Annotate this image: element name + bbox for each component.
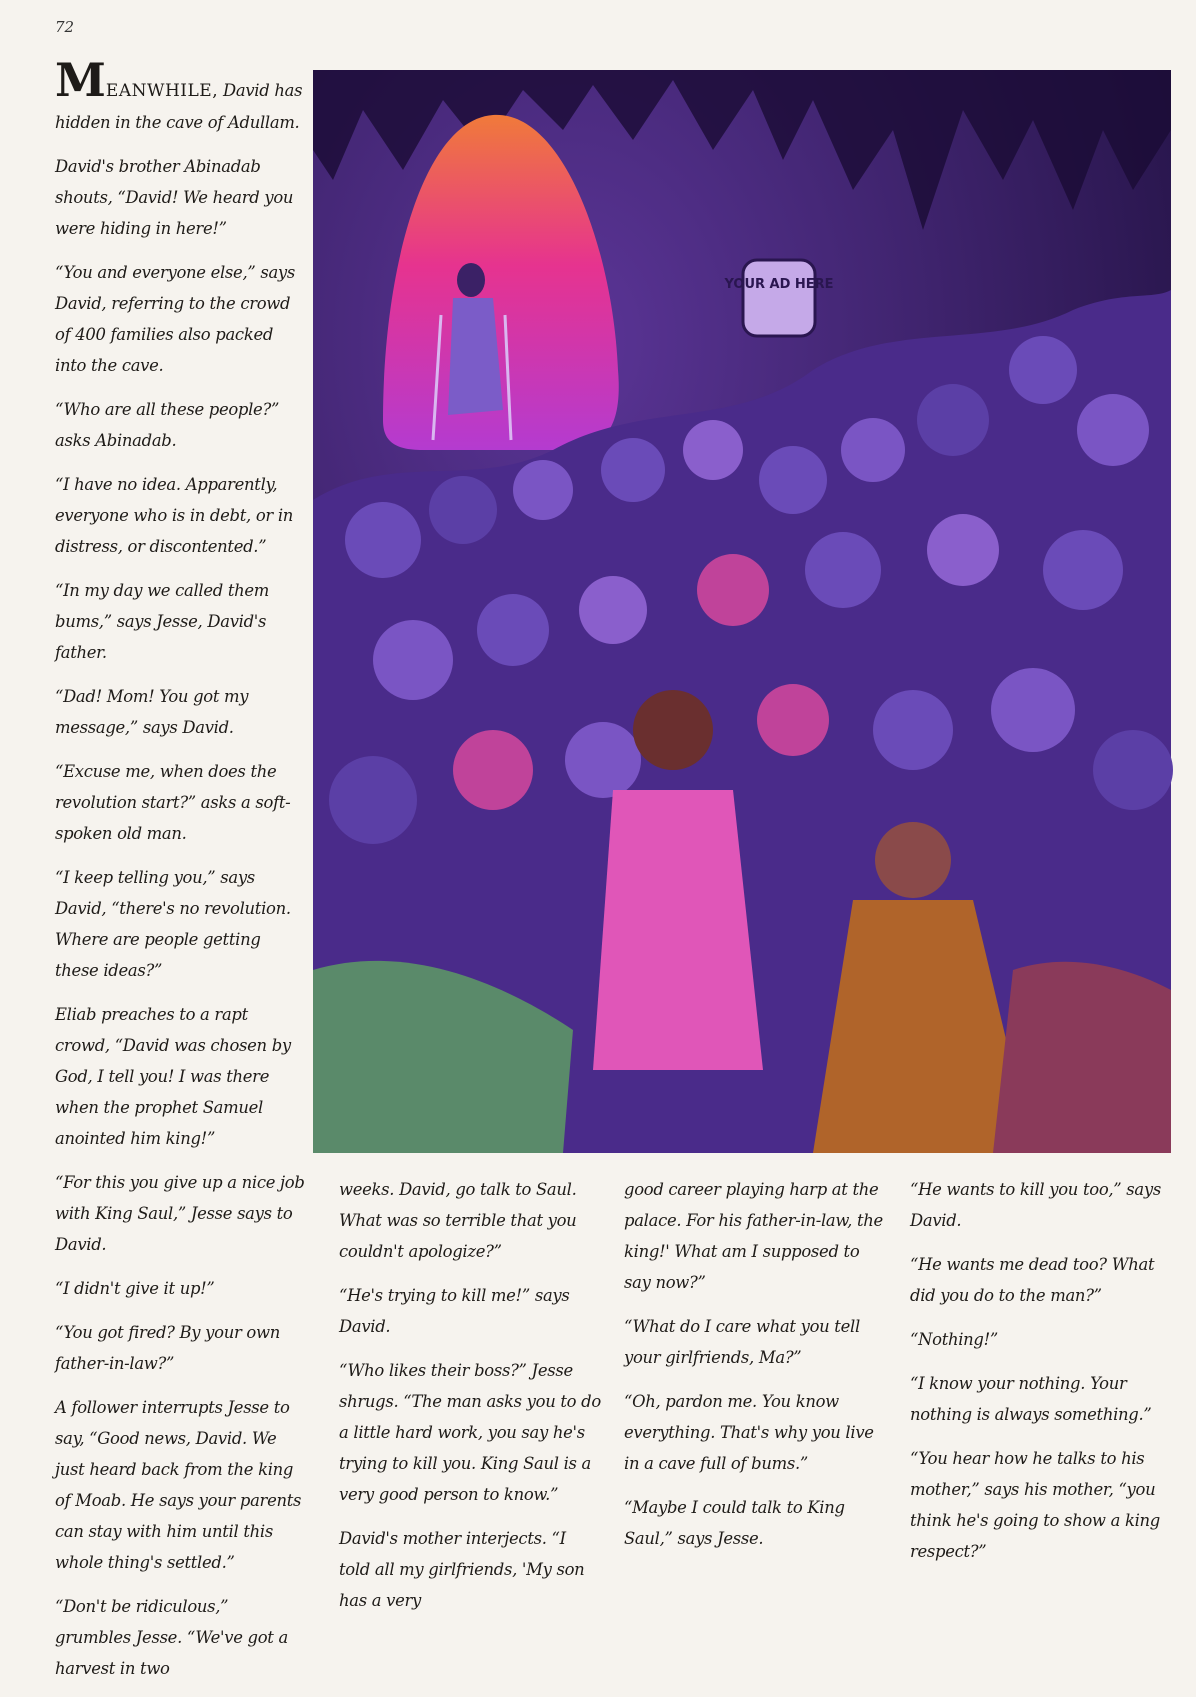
intro-paragraph xyxy=(55,53,305,138)
paragraph: weeks. David, go talk to Saul. What was so terrible that you couldn't apologize?” xyxy=(339,1180,577,1261)
paragraph: “Excuse me, when does the revolution start?” asks a soft-spoken old man. xyxy=(55,762,291,843)
paragraph: “Oh, pardon me. You know everything. That's why you live in a cave full of bums.” xyxy=(624,1392,874,1473)
text-column-3 xyxy=(624,1174,886,1567)
text-column-4 xyxy=(910,1174,1172,1580)
paragraph: “I have no idea. Apparently, everyone who is in debt, or in distress, or discontented.” xyxy=(55,475,294,556)
paragraph: “I didn't give it up!” xyxy=(55,1279,215,1298)
paragraph: David's mother interjects. “I told all my girlfriends, 'My son has a very xyxy=(339,1529,585,1610)
text-column-2 xyxy=(339,1174,601,1629)
paragraph: “I know your nothing. Your nothing is always something.” xyxy=(910,1374,1152,1424)
paragraph: David's brother Abinadab shouts, “David! We heard you were hiding in here!” xyxy=(55,157,294,238)
paragraph: “For this you give up a nice job with King Saul,” Jesse says to David. xyxy=(55,1173,305,1254)
paragraph: “Nothing!” xyxy=(910,1330,998,1349)
paragraph: “Who are all these people?” asks Abinadab. xyxy=(55,400,280,450)
paragraph: “You got fired? By your own father-in-law?” xyxy=(55,1323,280,1373)
crowd-front-right xyxy=(993,962,1171,1153)
paragraph: “Dad! Mom! You got my message,” says David. xyxy=(55,687,249,737)
paragraph: “I keep telling you,” says David, “there's no revolution. Where are people getting these ideas?” xyxy=(55,868,291,980)
paragraph: “Maybe I could talk to King Saul,” says Jesse. xyxy=(624,1498,845,1548)
dropcap: M xyxy=(55,53,106,107)
lead-caps: EANWHILE, xyxy=(105,81,219,101)
page-number: 72 xyxy=(55,18,75,36)
sign-text: YOUR AD HERE xyxy=(724,277,834,292)
paragraph: “Don't be ridiculous,” grumbles Jesse. “We've got a harvest in two xyxy=(55,1597,288,1678)
paragraph: “In my day we called them bums,” says Jesse, David's father. xyxy=(55,581,270,662)
text-column-left xyxy=(55,53,305,1697)
paragraph: good career playing harp at the palace. For his father-in-law, the king!' What am I supposed to say now?” xyxy=(624,1180,883,1292)
paragraph: “You and everyone else,” says David, referring to the crowd of 400 families also packed into the cave. xyxy=(55,263,295,375)
paragraph: “He wants to kill you too,” says David. xyxy=(910,1180,1161,1230)
paragraph: “He wants me dead too? What did you do to the man?” xyxy=(910,1255,1155,1305)
paragraph: “He's trying to kill me!” says David. xyxy=(339,1286,570,1336)
intro-rest: David has hidden in the cave of Adullam. xyxy=(55,81,303,132)
paragraph: A follower interrupts Jesse to say, “Good news, David. We just heard back from the king of Moab. He says your parents can stay with him until this whole thing's settled.” xyxy=(55,1398,302,1572)
cave-crowd-illustration xyxy=(313,70,1171,1153)
paragraph: “You hear how he talks to his mother,” says his mother, “you think he's going to show a king respect?” xyxy=(910,1449,1160,1561)
paragraph: “Who likes their boss?” Jesse shrugs. “The man asks you to do a little hard work, you say he's trying to kill you. King Saul is a very good person to know.” xyxy=(339,1361,601,1504)
paragraph: Eliab preaches to a rapt crowd, “David was chosen by God, I tell you! I was there when the prophet Samuel anointed him king!” xyxy=(55,1005,291,1148)
paragraph: “What do I care what you tell your girlfriends, Ma?” xyxy=(624,1317,860,1367)
illustration-svg xyxy=(313,70,1171,1153)
